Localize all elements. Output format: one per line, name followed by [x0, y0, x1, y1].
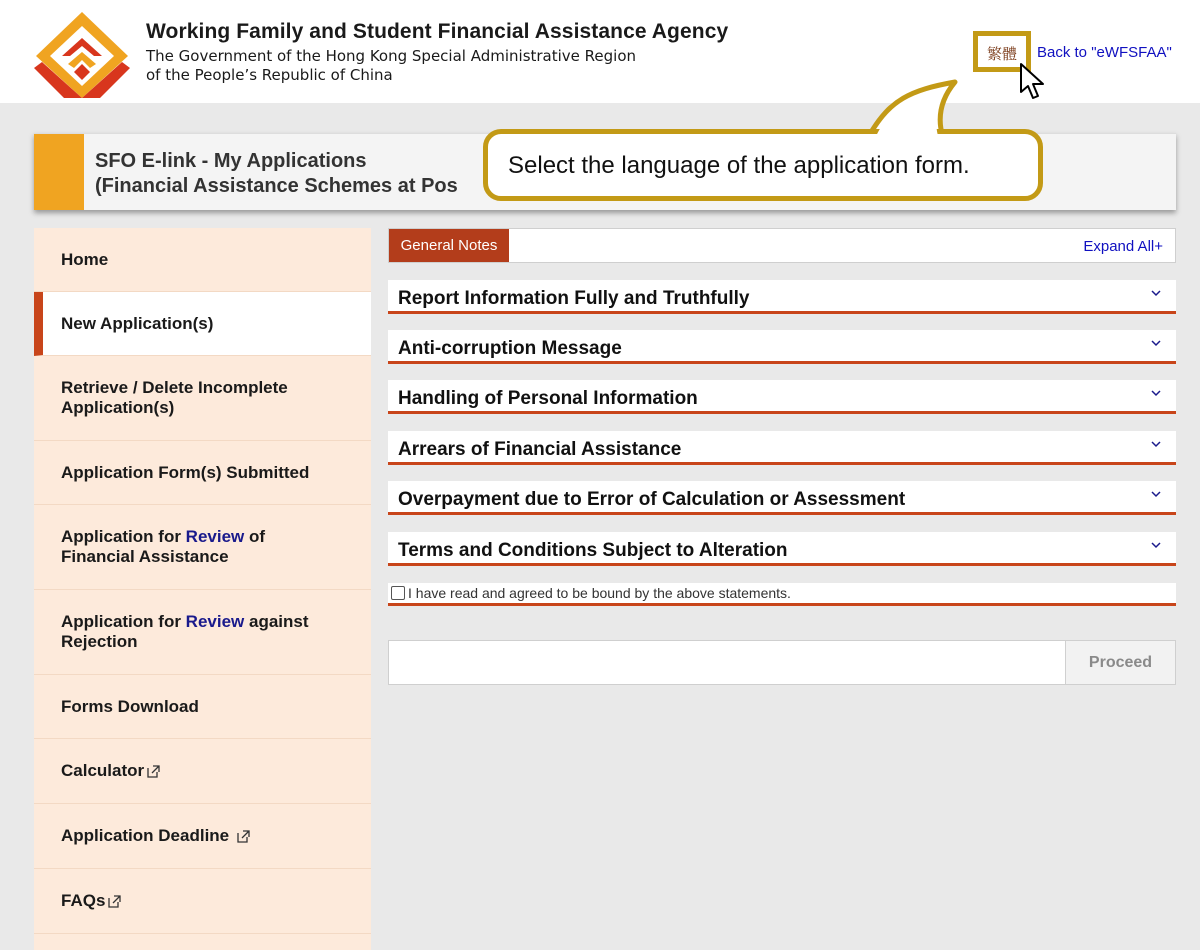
government-line-1: The Government of the Hong Kong Special Administrative Region — [146, 47, 637, 65]
tutorial-callout — [483, 129, 1043, 201]
sidebar-item-label: Application for Review of Financial Assistance — [61, 527, 266, 566]
accordion-item-overpayment[interactable] — [388, 481, 1176, 515]
chevron-down-icon — [1150, 490, 1162, 498]
sidebar-item-label: Home — [61, 249, 109, 269]
page-title: SFO E-link - My Applications (Financial Assistance Schemes at Pos — [95, 150, 458, 197]
sidebar-item-label: Application for Review against Rejection — [61, 612, 309, 651]
accordion-title: Overpayment due to Error of Calculation or Assessment — [398, 489, 906, 510]
chevron-down-icon — [1150, 389, 1162, 397]
sidebar-nav — [34, 228, 371, 950]
sidebar-item-label: Calculator — [61, 761, 145, 780]
sidebar-item-home[interactable] — [34, 228, 371, 292]
sidebar-item-review-against-rejection[interactable] — [34, 590, 371, 675]
agreement-label[interactable]: I have read and agreed to be bound by the above statements. — [408, 585, 791, 601]
external-link-icon — [147, 765, 160, 778]
expand-all-link[interactable]: Expand All+ — [1083, 238, 1163, 255]
accordion-title: Terms and Conditions Subject to Alteration — [398, 540, 788, 561]
language-switch-link[interactable]: 繁體 — [987, 45, 1018, 63]
accordion-item-terms-conditions[interactable] — [388, 532, 1176, 566]
sidebar-item-label: Retrieve / Delete Incomplete Application(s) — [61, 378, 288, 417]
sidebar-item-new-application[interactable] — [34, 292, 371, 356]
proceed-button[interactable]: Proceed — [1065, 641, 1175, 684]
accordion-title: Arrears of Financial Assistance — [398, 439, 682, 460]
accordion-item-personal-information[interactable] — [388, 380, 1176, 414]
review-highlight: Review — [185, 527, 245, 546]
government-line-2: of the People’s Republic of China — [146, 66, 393, 84]
chevron-down-icon — [1150, 541, 1162, 549]
mouse-pointer-icon — [1018, 62, 1046, 102]
accordion-item-report-information[interactable] — [388, 280, 1176, 314]
sidebar-item-label: FAQs — [61, 891, 106, 910]
agreement-row — [388, 583, 1176, 606]
sidebar-item-forms-download[interactable] — [34, 675, 371, 739]
sidebar-item-label: Forms Download — [61, 696, 199, 716]
sidebar-item-calculator[interactable] — [34, 739, 371, 804]
sidebar-item-review-financial-assistance[interactable] — [34, 505, 371, 590]
review-highlight: Review — [185, 612, 245, 631]
ewfsfaa-logo-icon[interactable] — [34, 10, 130, 98]
sidebar-item-label: Application Deadline — [61, 826, 234, 845]
accordion-title: Handling of Personal Information — [398, 388, 698, 409]
accordion-item-anti-corruption[interactable] — [388, 330, 1176, 364]
agreement-checkbox[interactable] — [391, 586, 405, 600]
tab-general-notes[interactable]: General Notes — [389, 229, 509, 262]
back-to-ewfsfaa-link[interactable]: Back to "eWFSFAA" — [1037, 44, 1172, 61]
sidebar-item-label: Application Form(s) Submitted — [61, 462, 310, 482]
chevron-down-icon — [1150, 440, 1162, 448]
title-accent-block — [34, 134, 84, 210]
general-notes-header — [388, 228, 1176, 263]
sidebar-item-label: New Application(s) — [61, 313, 214, 333]
chevron-down-icon — [1150, 339, 1162, 347]
accordion-title: Report Information Fully and Truthfully — [398, 288, 750, 309]
sidebar-item-faqs[interactable] — [34, 869, 371, 934]
callout-text: Select the language of the application form. — [508, 152, 970, 179]
external-link-icon — [108, 895, 121, 908]
proceed-panel — [388, 640, 1176, 685]
sidebar-item-forms-submitted[interactable] — [34, 441, 371, 505]
agency-title: Working Family and Student Financial Assistance Agency — [146, 20, 729, 43]
sidebar-item-retrieve-delete[interactable] — [34, 356, 371, 441]
sidebar-item-application-deadline[interactable] — [34, 804, 371, 869]
chevron-down-icon — [1150, 289, 1162, 297]
accordion-title: Anti-corruption Message — [398, 338, 622, 359]
external-link-icon — [237, 830, 250, 843]
accordion-item-arrears[interactable] — [388, 431, 1176, 465]
